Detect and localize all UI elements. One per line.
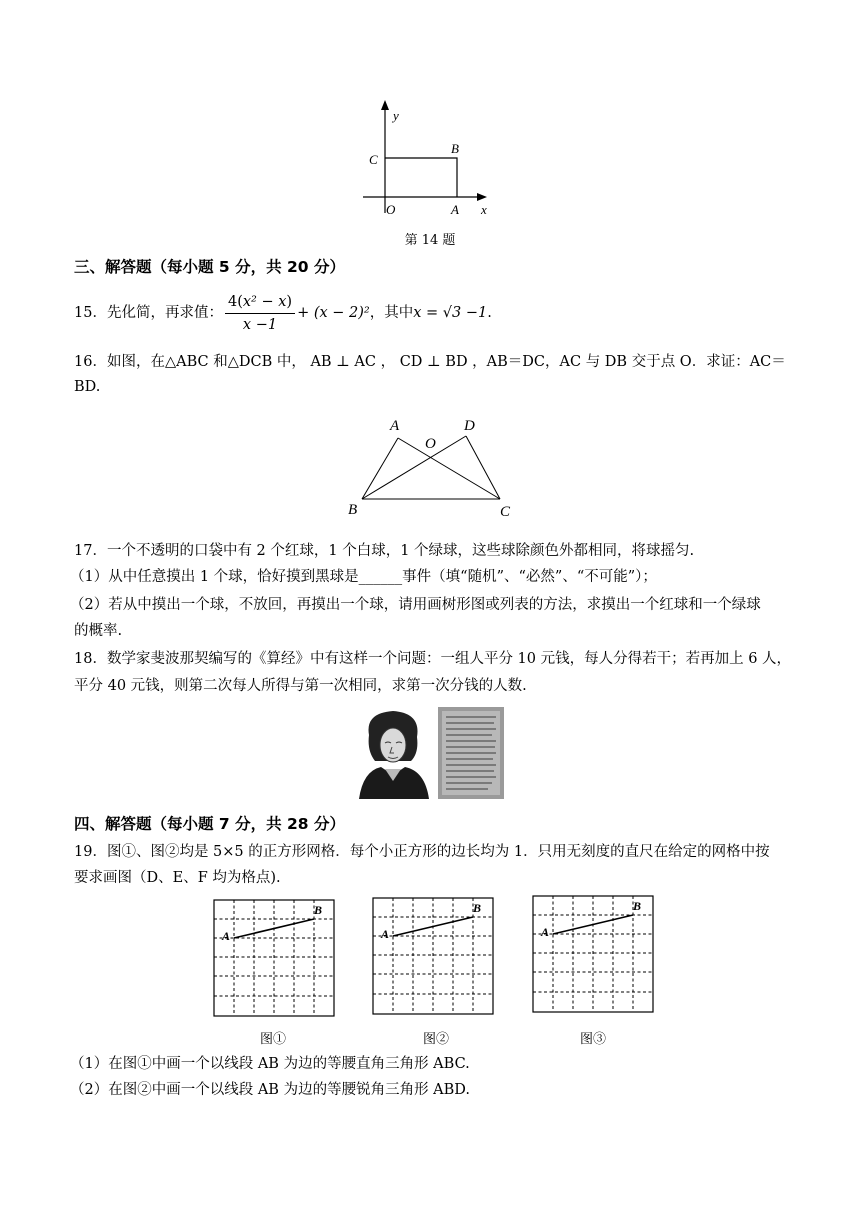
question-17-part-1: （1）从中任意摸出 1 个球，恰好摸到黑球是______事件（填“随机”、“必然”、“不可能”）；: [70, 569, 657, 585]
rectangle-OABC: [385, 158, 457, 197]
question-19-line-1: 19．图①、图②均是 5×5 的正方形网格．每个小正方形的边长均为 1．只用无刻度的直尺在给定的网格中按: [74, 844, 770, 860]
label-x: x: [481, 202, 487, 217]
label-A: A: [541, 925, 550, 939]
question-16-line-1: 16．如图，在△ABC 和△DCB 中， AB ⊥ AC ， CD ⊥ BD ，AB＝DC，AC 与 DB 交于点 O．求证：AC＝: [74, 354, 786, 370]
manuscript-page-image: [438, 707, 504, 799]
segment-BD: [362, 436, 466, 499]
label-C: C: [369, 152, 378, 167]
label-O: O: [386, 202, 396, 217]
question-17-part-2: （2）若从中摸出一个球，不放回，再摸出一个球，请用画树形图或列表的方法，求摸出一个红球和一个绿球: [70, 597, 761, 613]
question-19-part-1: （1）在图①中画一个以线段 AB 为边的等腰直角三角形 ABC.: [70, 1056, 470, 1072]
question-19-part-2: （2）在图②中画一个以线段 AB 为边的等腰锐角三角形 ABD.: [70, 1082, 471, 1098]
question-18-line-1: 18．数学家斐波那契编写的《算经》中有这样一个问题：一组人平分 10 元钱，每人分得若干；若再加上 6 人，: [74, 651, 792, 667]
figure-14-caption: 第 14 题: [404, 233, 456, 248]
q15-denominator: x −1: [242, 316, 278, 333]
y-axis-arrow: [381, 100, 389, 110]
label-B: B: [348, 502, 358, 518]
label-B: B: [473, 901, 482, 915]
q15-prefix: 15．先化简，再求值：: [74, 305, 223, 321]
grid-figure-2: [369, 894, 499, 1018]
label-C: C: [500, 504, 511, 520]
fibonacci-portrait-image: [355, 707, 433, 799]
label-A: A: [451, 202, 459, 217]
segment-BA: [362, 438, 398, 499]
segment-DC: [466, 436, 500, 499]
grid-2-caption: 图②: [422, 1032, 449, 1047]
question-16-line-2: BD.: [74, 379, 101, 395]
figure-16-triangles: [338, 412, 528, 522]
question-19-line-2: 要求画图（D、E、F 均为格点).: [74, 870, 281, 886]
label-y: y: [393, 108, 399, 123]
q15-plus-term: + (x − 2)²: [297, 305, 370, 321]
q15-condition-expr: x = √3 −1: [413, 305, 488, 321]
question-17-line-1: 17．一个不透明的口袋中有 2 个红球，1 个白球，1 个绿球，这些球除颜色外都相同，将球摇匀.: [74, 543, 695, 559]
q15-end: .: [487, 305, 492, 321]
q15-fraction: $\frac{\text{4(x² − x)}}{x -1}$: [225, 291, 295, 336]
question-17-part-2-cont: 的概率.: [74, 623, 123, 639]
q15-condition-prefix: ，其中: [369, 305, 414, 321]
question-15: [74, 288, 492, 338]
label-A: A: [390, 418, 400, 434]
section-3-title: 三、解答题（每小题 5 分，共 20 分）: [74, 258, 345, 276]
label-A: A: [222, 929, 231, 943]
label-B: B: [314, 903, 323, 917]
section-4-title: 四、解答题（每小题 7 分，共 28 分）: [74, 815, 345, 833]
grid-1-caption: 图①: [259, 1032, 286, 1047]
q15-num-inner: x² − x: [242, 293, 287, 310]
grid-figure-3: [529, 892, 659, 1016]
label-D: D: [464, 418, 475, 434]
q15-num-coef: 4: [227, 293, 238, 310]
grid-figure-1: [210, 896, 340, 1020]
grid-3-caption: 图③: [579, 1032, 606, 1047]
label-A: A: [381, 927, 390, 941]
figure-14: [355, 98, 495, 223]
label-O: O: [425, 436, 436, 452]
question-18-line-2: 平分 40 元钱，则第二次每人所得与第一次相同，求第一次分钱的人数.: [74, 678, 527, 694]
label-B: B: [633, 899, 642, 913]
label-B: B: [451, 141, 459, 156]
x-axis-arrow: [477, 193, 487, 201]
